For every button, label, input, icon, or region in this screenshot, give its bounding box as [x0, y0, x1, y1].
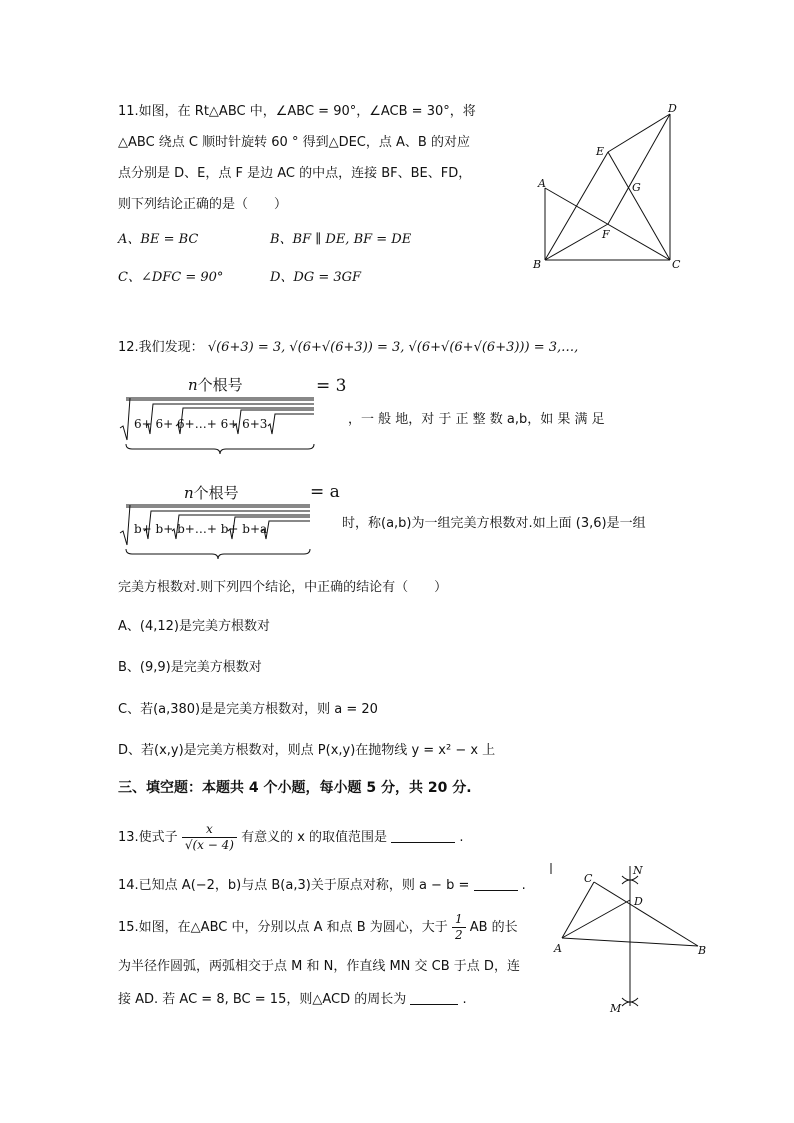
q13-answer-blank[interactable]: [391, 828, 455, 843]
q12-intro: [118, 338, 578, 358]
q12-intro-math: √(6+3) = 3, √(6+√(6+3)) = 3, √(6+√(6+√(6+3))) = 3,…,: [207, 340, 579, 355]
q13-fraction: [182, 822, 237, 853]
q11-option-c: C、∠DFC = 90°: [118, 270, 224, 285]
q15-fraction: [452, 912, 466, 943]
q15-line3: [118, 990, 467, 1010]
q12-continue: 完美方根数对.则下列四个结论，中正确的结论有（ ）: [118, 580, 448, 595]
q15-label-a: A: [554, 942, 562, 955]
q12-after2: 时，称(a,b)为一组完美方根数对.如上面 (3,6)是一组: [342, 516, 646, 531]
q15-label-n: N: [633, 864, 643, 877]
q14: [118, 876, 526, 896]
q12-nest1-text: 6+ 6+ 6+…+ 6+ 6+3: [134, 417, 268, 431]
q12-nested-radical-1: [118, 396, 318, 458]
q12-intro-text: 12.我们发现：: [118, 340, 204, 355]
q12-option-b: B、(9,9)是完美方根数对: [118, 660, 262, 675]
section-3-heading: 三、填空题：本题共 4 个小题，每小题 5 分，共 20 分.: [118, 780, 472, 796]
q15-label-d: D: [634, 895, 643, 908]
q15-line2: 为半径作圆弧，两弧相交于点 M 和 N，作直线 MN 交 CB 于点 D，连: [118, 959, 520, 974]
q15-figure: [548, 860, 718, 1020]
q13-numerator: x: [182, 822, 237, 838]
q15-line1-post: AB 的长: [469, 920, 518, 935]
q12-eq1: = 3: [316, 376, 347, 396]
q11-line3: 点分别是 D、E，点 F 是边 AC 的中点，连接 BF、BE、FD，: [118, 166, 472, 181]
q11-option-a: A、BE = BC: [118, 232, 199, 247]
q15-end: .: [462, 992, 467, 1007]
q14-text: 14.已知点 A(−2，b)与点 B(a,3)关于原点对称，则 a − b =: [118, 878, 470, 893]
q11-label-e: E: [596, 145, 605, 158]
q15-label-m: M: [610, 1002, 622, 1015]
q12-option-d: D、若(x,y)是完美方根数对，则点 P(x,y)在抛物线 y = x² − x 上: [118, 743, 496, 758]
q11-label-c: C: [672, 258, 681, 271]
q14-answer-blank[interactable]: [474, 876, 518, 891]
q12-eq2: = a: [310, 482, 340, 502]
q12-option-c: C、若(a,380)是是完美方根数对，则 a = 20: [118, 702, 378, 717]
q12-nested-radical-2: [118, 503, 318, 565]
q11-label-a: A: [538, 177, 546, 190]
q15-line1-pre: 15.如图，在△ABC 中，分别以点 A 和点 B 为圆心，大于: [118, 920, 448, 935]
q13-suffix: 有意义的 x 的取值范围是: [241, 830, 388, 845]
q15-line3-text: 接 AD. 若 AC = 8, BC = 15，则△ACD 的周长为: [118, 992, 407, 1007]
q11-line1: 11.如图，在 Rt△ABC 中，∠ABC = 90°，∠ACB = 30°，将: [118, 104, 476, 119]
q14-end: .: [521, 878, 526, 893]
q13-denominator: √(x − 4): [184, 838, 234, 852]
q12-option-a: A、(4,12)是完美方根数对: [118, 619, 270, 634]
q11-option-b: B、BF ∥ DE, BF = DE: [270, 232, 412, 247]
q15-line1: [118, 910, 518, 946]
q12-brace2-label: n个根号: [184, 484, 239, 502]
q12-nest2-text: b+ b+ b+…+ b+ b+a: [134, 522, 268, 536]
q11-label-d: D: [668, 102, 677, 115]
q11-line2: △ABC 绕点 C 顺时针旋转 60 ° 得到△DEC，点 A、B 的对应: [118, 135, 470, 150]
q11-label-f: F: [602, 228, 610, 241]
q11-label-g: G: [632, 181, 641, 194]
q12-mid: ，一 般 地，对 于 正 整 数 a,b，如 果 满 足: [348, 412, 605, 427]
q12-brace1-label: n个根号: [188, 376, 243, 394]
q15-answer-blank[interactable]: [410, 990, 458, 1005]
q11-label-b: B: [533, 258, 542, 271]
q15-frac-numerator: 1: [452, 912, 466, 928]
q13-end: .: [459, 830, 464, 845]
q15-label-b: B: [698, 944, 707, 957]
q11-line4: 则下列结论正确的是（ ）: [118, 197, 288, 212]
q15-frac-denominator: 2: [454, 928, 463, 942]
q15-label-c: C: [584, 872, 593, 885]
q13: [118, 818, 463, 858]
q13-prefix: 13.使式子: [118, 830, 178, 845]
q11-option-d: D、DG = 3GF: [270, 270, 362, 285]
q11-figure: [520, 98, 700, 276]
